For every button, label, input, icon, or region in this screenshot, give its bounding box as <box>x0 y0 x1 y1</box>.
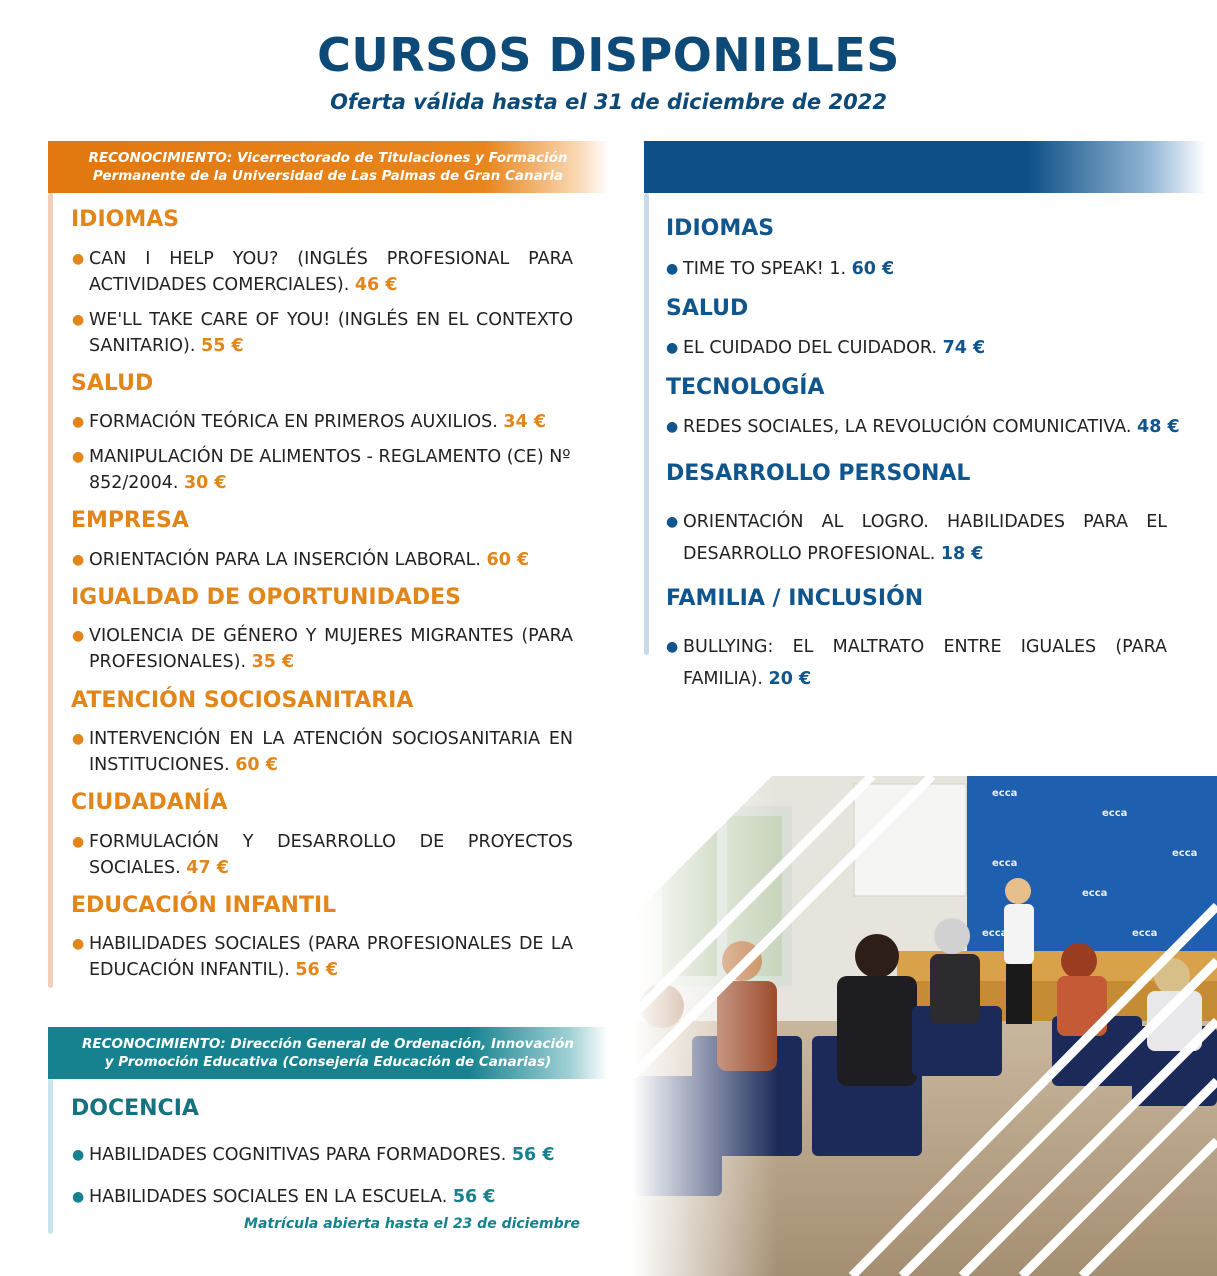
course-price: 47 € <box>186 858 229 878</box>
bottom-section-accent-bar <box>48 1079 53 1234</box>
enrollment-deadline-note: Matrícula abierta hasta el 23 de diciembre <box>244 1216 580 1232</box>
course-price: 56 € <box>511 1145 555 1165</box>
course-title: INTERVENCIÓN EN LA ATENCIÓN SOCIOSANITARIA EN INSTITUCIONES. <box>89 729 573 775</box>
category-heading-desarrollo-personal: DESARROLLO PERSONAL <box>666 461 971 486</box>
course-price: 46 € <box>354 275 398 295</box>
course-item[interactable] <box>666 506 1167 570</box>
bullet-icon: ● <box>666 514 679 530</box>
course-item[interactable] <box>72 726 573 778</box>
course-item[interactable] <box>72 547 573 573</box>
course-title: ORIENTACIÓN AL LOGRO. HABILIDADES PARA EL DESARROLLO PROFESIONAL. <box>683 512 1167 564</box>
page-title: CURSOS DISPONIBLES <box>317 28 900 82</box>
banner-line-1: Vicerrectorado de Titulaciones y Formación <box>232 150 568 166</box>
course-title: FORMACIÓN TEÓRICA EN PRIMEROS AUXILIOS. <box>89 412 504 432</box>
bullet-icon: ● <box>72 251 85 267</box>
course-price: 60 € <box>486 550 530 570</box>
bullet-icon: ● <box>72 731 85 747</box>
category-heading-salud: SALUD <box>71 371 154 396</box>
course-title: WE'LL TAKE CARE OF YOU! (INGLÉS EN EL CONTEXTO SANITARIO). <box>89 310 573 356</box>
right-column-banner <box>644 141 1206 193</box>
course-title: FORMULACIÓN Y DESARROLLO DE PROYECTOS SOCIALES. <box>89 832 573 878</box>
course-price: 60 € <box>235 755 278 775</box>
course-price: 60 € <box>851 259 895 279</box>
course-price: 20 € <box>768 669 812 689</box>
course-price: 18 € <box>940 544 984 564</box>
course-title: HABILIDADES SOCIALES EN LA ESCUELA. <box>89 1187 453 1207</box>
course-title: TIME TO SPEAK! 1. <box>683 259 852 279</box>
course-price: 35 € <box>251 652 295 672</box>
category-heading-salud: SALUD <box>666 296 749 321</box>
course-item[interactable] <box>72 307 573 359</box>
banner-label: RECONOCIMIENTO: <box>82 1036 226 1052</box>
course-price: 56 € <box>295 960 338 980</box>
bullet-icon: ● <box>666 419 679 435</box>
recognition-banner-consejeria <box>48 1027 608 1079</box>
course-price: 34 € <box>503 412 546 432</box>
course-item[interactable] <box>666 631 1167 695</box>
course-item[interactable] <box>72 931 573 983</box>
course-price: 74 € <box>942 338 986 358</box>
category-heading-tecnologia: TECNOLOGÍA <box>666 375 825 400</box>
bullet-icon: ● <box>72 834 85 850</box>
bullet-icon: ● <box>72 1147 85 1163</box>
course-price: 30 € <box>183 473 227 493</box>
banner-line-1: Dirección General de Ordenación, Innovación <box>225 1036 574 1052</box>
category-heading-atencion-sociosanitaria: ATENCIÓN SOCIOSANITARIA <box>71 688 414 713</box>
bullet-icon: ● <box>72 414 85 430</box>
course-title: EL CUIDADO DEL CUIDADOR. <box>683 338 943 358</box>
category-heading-ciudadania: CIUDADANÍA <box>71 790 228 815</box>
banner-label: RECONOCIMIENTO: <box>88 150 233 166</box>
course-title: BULLYING: EL MALTRATO ENTRE IGUALES (PARA FAMILIA). <box>683 637 1167 689</box>
course-title: REDES SOCIALES, LA REVOLUCIÓN COMUNICATIVA. <box>683 417 1138 437</box>
course-item[interactable] <box>72 1142 573 1168</box>
course-price: 55 € <box>201 336 244 356</box>
course-item[interactable] <box>666 335 1167 361</box>
bullet-icon: ● <box>666 639 679 655</box>
banner-line-2: Permanente de la Universidad de Las Palmas de Gran Canaria <box>92 168 564 184</box>
course-title: HABILIDADES COGNITIVAS PARA FORMADORES. <box>89 1145 512 1165</box>
course-item[interactable] <box>666 256 1167 282</box>
course-title: CAN I HELP YOU? (INGLÉS PROFESIONAL PARA ACTIVIDADES COMERCIALES). <box>89 249 573 295</box>
course-title: MANIPULACIÓN DE ALIMENTOS - REGLAMENTO (CE) Nº 852/2004. <box>89 447 571 493</box>
bullet-icon: ● <box>666 340 679 356</box>
category-heading-empresa: EMPRESA <box>71 508 189 533</box>
course-title: ORIENTACIÓN PARA LA INSERCIÓN LABORAL. <box>89 550 487 570</box>
category-heading-igualdad: IGUALDAD DE OPORTUNIDADES <box>71 585 462 610</box>
banner-line-2: y Promoción Educativa (Consejería Educación de Canarias) <box>104 1054 552 1070</box>
course-price: 48 € <box>1137 417 1180 437</box>
category-heading-familia-inclusion: FAMILIA / INCLUSIÓN <box>666 586 924 611</box>
bullet-icon: ● <box>72 449 85 465</box>
bullet-icon: ● <box>72 552 85 568</box>
course-item[interactable] <box>72 246 573 298</box>
course-item[interactable] <box>72 409 573 435</box>
course-item[interactable] <box>72 829 573 881</box>
course-item[interactable] <box>72 444 573 496</box>
course-price: 56 € <box>452 1187 496 1207</box>
bullet-icon: ● <box>666 261 679 277</box>
course-item[interactable] <box>72 1184 573 1210</box>
bullet-icon: ● <box>72 936 85 952</box>
course-item[interactable] <box>666 414 1183 440</box>
course-item[interactable] <box>72 623 573 675</box>
bullet-icon: ● <box>72 312 85 328</box>
course-title: HABILIDADES SOCIALES (PARA PROFESIONALES DE LA EDUCACIÓN INFANTIL). <box>89 934 573 980</box>
right-column-accent-bar <box>644 193 649 655</box>
category-heading-docencia: DOCENCIA <box>71 1096 199 1121</box>
left-column-accent-bar <box>48 193 53 988</box>
classroom-photo-illustration <box>632 776 1217 1276</box>
bullet-icon: ● <box>72 628 85 644</box>
category-heading-idiomas: IDIOMAS <box>71 207 180 232</box>
recognition-banner-ulpgc <box>48 141 608 193</box>
bullet-icon: ● <box>72 1189 85 1205</box>
classroom-photo <box>632 776 1217 1276</box>
category-heading-educacion-infantil: EDUCACIÓN INFANTIL <box>71 893 337 918</box>
offer-validity-subtitle: Oferta válida hasta el 31 de diciembre de 2022 <box>330 90 887 114</box>
course-title: VIOLENCIA DE GÉNERO Y MUJERES MIGRANTES (PARA PROFESIONALES). <box>89 626 573 672</box>
category-heading-idiomas: IDIOMAS <box>666 216 775 241</box>
